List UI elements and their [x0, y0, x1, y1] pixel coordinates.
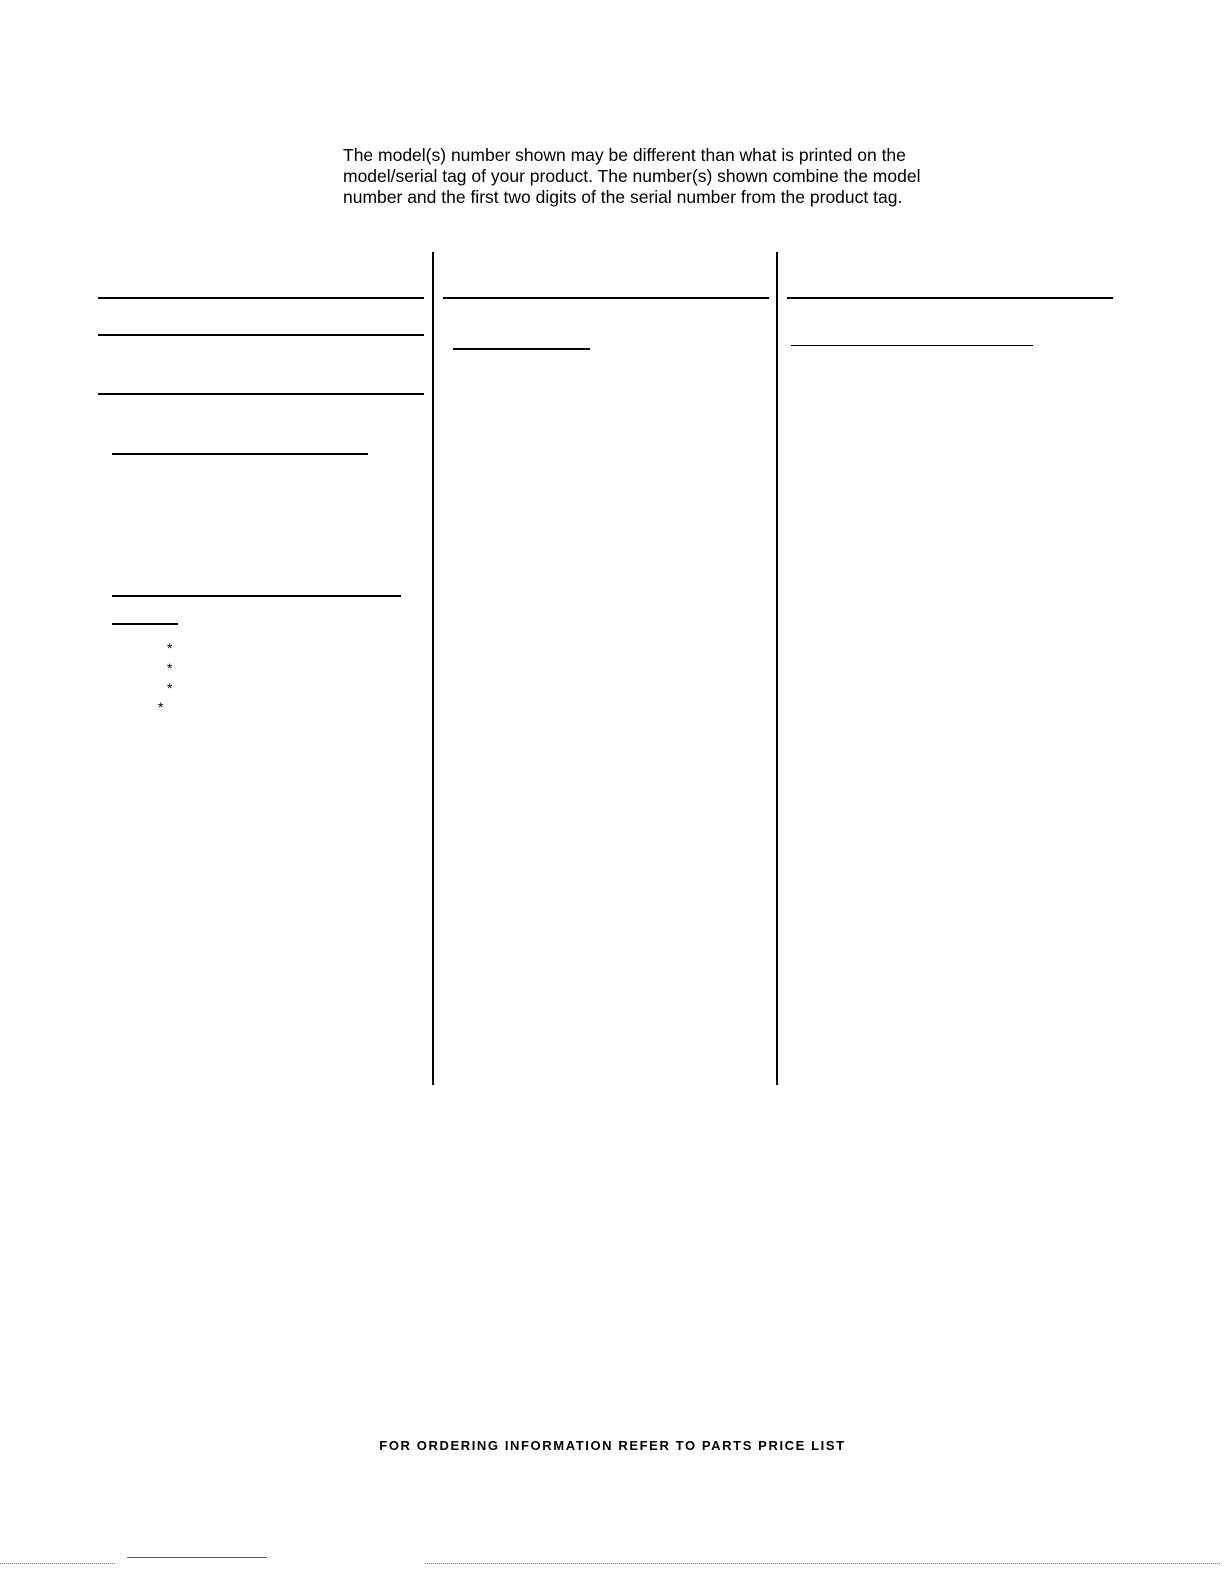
- asterisk-mark: *: [167, 680, 173, 696]
- scan-artifact-line-right: [425, 1563, 1220, 1564]
- col1-rule-header: [98, 297, 424, 299]
- col1-rule-2: [98, 334, 424, 336]
- notice-line-1: The model(s) number shown may be different than what is printed on the: [343, 145, 906, 165]
- col2-rule-header: [443, 297, 769, 299]
- ordering-info-footer: FOR ORDERING INFORMATION REFER TO PARTS PRICE LIST: [379, 1438, 846, 1453]
- notice-line-2: model/serial tag of your product. The number(s) shown combine the model: [343, 166, 921, 186]
- col3-underline-1: [791, 345, 1033, 346]
- asterisk-mark: *: [167, 660, 173, 676]
- col1-underline-1: [112, 453, 368, 455]
- col3-rule-header: [787, 297, 1113, 299]
- column-divider-left: [432, 252, 434, 1085]
- col1-rule-3: [98, 393, 424, 395]
- col1-underline-3: [112, 623, 178, 625]
- scan-artifact-link-underline: [127, 1557, 267, 1558]
- asterisk-mark: *: [167, 640, 173, 656]
- scan-artifact-line-left: [0, 1563, 115, 1564]
- col1-underline-2: [112, 595, 401, 597]
- col2-underline-1: [453, 348, 590, 350]
- column-divider-right: [776, 252, 778, 1085]
- asterisk-mark: *: [158, 699, 164, 715]
- notice-line-3: number and the first two digits of the serial number from the product tag.: [343, 187, 903, 207]
- model-number-notice: [343, 145, 983, 208]
